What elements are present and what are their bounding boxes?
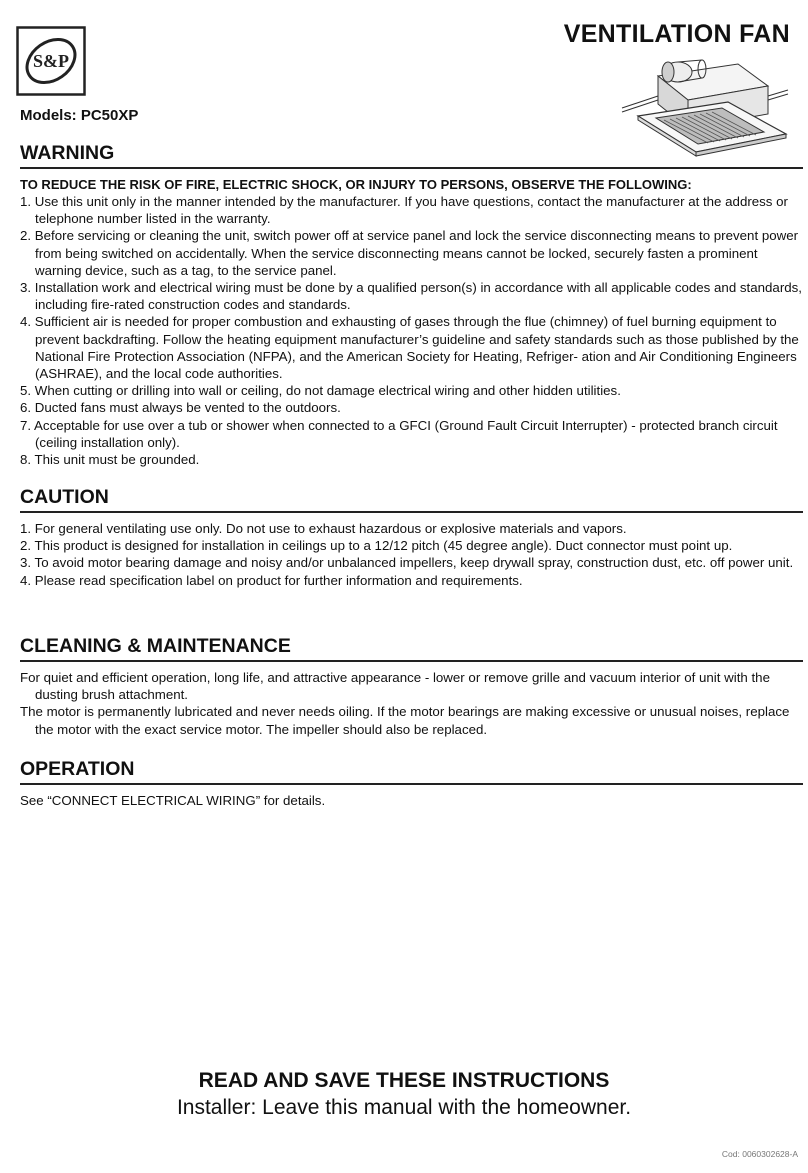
- warning-item: 1. Use this unit only in the manner intended by the manufacturer. If you have questions, contact the manufacturer at the address or telephone number listed in the warranty.: [20, 194, 788, 227]
- sp-logo-icon: [16, 26, 86, 96]
- caution-heading: CAUTION: [20, 485, 803, 513]
- caution-item: 1. For general ventilating use only. Do not use to exhaust hazardous or explosive materials and vapors.: [20, 521, 627, 536]
- models-label: Models: PC50XP: [20, 107, 139, 124]
- footer-subtitle: Installer: Leave this manual with the homeowner.: [176, 1096, 632, 1119]
- warning-list: [20, 193, 803, 468]
- warning-item: 3. Installation work and electrical wiring must be done by a qualified person(s) in accordance with all applicable codes and standards, including fire-rated construction codes and standards.: [20, 280, 802, 313]
- warning-item: 6. Ducted fans must always be vented to the outdoors.: [20, 400, 341, 416]
- operation-heading: OPERATION: [20, 757, 803, 785]
- document-code: Cod: 0060302628-A: [721, 1149, 798, 1159]
- warning-section: [20, 141, 803, 468]
- warning-item: 8. This unit must be grounded.: [20, 452, 200, 468]
- warning-heading: WARNING: [20, 141, 803, 169]
- svg-text:S&P: S&P: [33, 51, 69, 71]
- warning-item: 4. Sufficient air is needed for proper combustion and exhausting of gases through the flue (chimney) of fuel burning equipment to prevent backdrafting. Follow the heating equipment manufacturer’s guideline and safety standards such as those published by the National Fire Protection Association (NFPA), and the American Society for Heating, Refriger- ation and Air Conditioning Engineers (ASHRAE), and the local code authorities.: [20, 314, 799, 382]
- warning-item: 5. When cutting or drilling into wall or ceiling, do not damage electrical wiring and other hidden utilities.: [20, 383, 621, 399]
- operation-section: [20, 757, 803, 809]
- cleaning-paragraph: For quiet and efficient operation, long life, and attractive appearance - lower or remove grille and vacuum interior of unit with the dusting brush attachment.: [20, 670, 770, 703]
- cleaning-heading: CLEANING & MAINTENANCE: [20, 634, 803, 662]
- caution-list: [20, 520, 803, 589]
- caution-item: 2. This product is designed for installation in ceilings up to a 12/12 pitch (45 degree angle). Duct connector must point up.: [20, 538, 733, 554]
- footer-title: READ AND SAVE THESE INSTRUCTIONS: [198, 1069, 610, 1092]
- warning-item: 2. Before servicing or cleaning the unit, switch power off at service panel and lock the service disconnecting means to prevent power from being switched on accidentally. When the service disconnecting means cannot be locked, securely fasten a prominent warning device, such as a tag, to the service panel.: [20, 228, 799, 278]
- cleaning-section: [20, 634, 803, 738]
- operation-text: See “CONNECT ELECTRICAL WIRING” for details.: [20, 793, 326, 808]
- brand-logo: [16, 26, 86, 96]
- caution-item: 4. Please read specification label on product for further information and requirements.: [20, 572, 523, 588]
- cleaning-paragraph: The motor is permanently lubricated and never needs oiling. If the motor bearings are making excessive or unusual noises, replace the motor with the exact service motor. The impeller should also be replaced.: [20, 704, 790, 737]
- caution-item: 3. To avoid motor bearing damage and noisy and/or unbalanced impellers, keep drywall spray, construction dust, etc. off power unit.: [20, 555, 794, 571]
- warning-intro: TO REDUCE THE RISK OF FIRE, ELECTRIC SHOCK, OR INJURY TO PERSONS, OBSERVE THE FOLLOWING:: [20, 177, 692, 192]
- warning-item: 7. Acceptable for use over a tub or shower when connected to a GFCI (Ground Fault Circuit Interrupter) - protected branch circuit (ceiling installation only).: [20, 417, 778, 450]
- caution-section: [20, 485, 803, 589]
- document-title: VENTILATION FAN: [563, 20, 790, 48]
